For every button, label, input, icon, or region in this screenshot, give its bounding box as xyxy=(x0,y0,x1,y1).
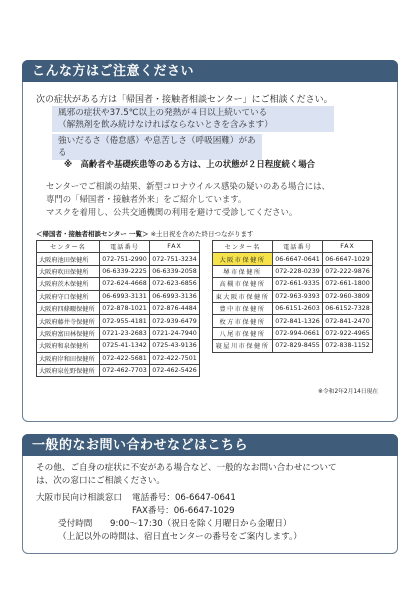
caution-section-heading xyxy=(22,60,398,82)
table-row: 大阪府吹田保健所 06-6339-2225 06-6339-2058 xyxy=(37,265,200,277)
table-row: 大阪府岸和田保健所 072-422-5681 072-422-7501 xyxy=(37,352,200,364)
table-row: 大阪府泉佐野保健所 072-462-7703 072-462-5426 xyxy=(37,364,200,376)
table-row: 大阪府和泉保健所 0725-41-1342 0725-43-9136 xyxy=(37,340,200,352)
table-row: 大阪府四條畷保健所 072-878-1021 072-876-4484 xyxy=(37,302,200,314)
table-row: 枚方市保健所 072-841-1326 072-841-2470 xyxy=(213,315,373,327)
table-header-row: センター名 電話番号 FAX xyxy=(213,241,373,253)
elderly-note: ※ 高齢者や基礎疾患等のある方は、上の状態が２日程度続く場合 xyxy=(64,159,316,169)
symptom-fatigue: 強いだるさ（倦怠感）や息苦しさ（呼吸困難）がある xyxy=(52,134,262,160)
center-table-left xyxy=(36,240,200,377)
general-inquiry-text: その他、ご自身の症状に不安がある場合など、一般的なお問い合わせについて は、次の窓口にご相談ください。 xyxy=(36,463,337,486)
table-row: 大阪市保健所 06-6647-0641 06-6647-1029 xyxy=(213,253,373,265)
table-row: 堺市保健所 072-228-0239 072-222-9876 xyxy=(213,265,373,277)
table-header-row: センター名 電話番号 FAX xyxy=(37,241,200,253)
table-row: 大阪府池田保健所 072-751-2990 072-751-3234 xyxy=(37,253,200,265)
hours-label: 受付時間 xyxy=(58,519,93,529)
center-table-right xyxy=(212,240,373,353)
table-row: 大阪府守口保健所 06-6993-3131 06-6993-3136 xyxy=(37,290,200,302)
hours-value: 9:00～17:30（祝日を除く月曜日から金曜日） xyxy=(110,519,292,529)
after-hours-note: （上記以外の時間は、宿日直センターの番号をご案内します。） xyxy=(58,532,302,542)
general-heading-text: 一般的なお問い合わせなどはこちら xyxy=(32,438,249,453)
desk-name: 大阪市民向け相談窓口 xyxy=(36,493,122,503)
table-row: 八尾市保健所 072-994-0661 072-922-4965 xyxy=(213,327,373,339)
intro-text: 次の症状がある方は「帰国者・接触者相談センター」にご相談ください。 xyxy=(36,95,333,105)
fax-number: FAX番号：06-6647-1029 xyxy=(132,506,235,516)
center-table-title: ＜帰国者・接触者相談センター 一覧＞ ※土日祝を含めた終日つながります xyxy=(36,230,254,238)
table-row: 大阪府茨木保健所 072-624-4668 072-623-6856 xyxy=(37,278,200,290)
date-note: ※令和2年2月14日現在 xyxy=(318,389,379,395)
general-inquiry-heading xyxy=(22,434,398,456)
consult-text: センターでご相談の結果、新型コロナウイルス感染の疑いのある場合には、 専門の「帰国者・接触者外来」をご紹介しています。 マスクを着用し、公共交通機関の利用を避けて受診してください。 xyxy=(46,181,330,217)
table-row: 大阪府藤井寺保健所 072-955-4181 072-939-6479 xyxy=(37,315,200,327)
table-row: 東大阪市保健所 072-963-9393 072-960-3809 xyxy=(213,290,373,302)
table-row: 大阪府富田林保健所 0721-23-2683 0721-24-7940 xyxy=(37,327,200,339)
contact-info xyxy=(36,492,302,544)
table-row: 豊中市保健所 06-6151-2603 06-6152-7328 xyxy=(213,302,373,314)
symptom-list xyxy=(52,106,334,162)
table-row: 高槻市保健所 072-661-9335 072-661-1800 xyxy=(213,278,373,290)
caution-heading-text: こんな方はご注意ください xyxy=(32,64,195,79)
table-row: 寝屋川市保健所 072-829-8455 072-838-1152 xyxy=(213,340,373,352)
symptom-fever: 風邪の症状や37.5℃以上の発熱が４日以上続いている （解熱剤を飲み続けなければならないときを含みます） xyxy=(52,106,334,132)
highlighted-center: 大阪市保健所 xyxy=(213,253,273,265)
phone-number: 電話番号：06-6647-0641 xyxy=(132,493,236,503)
